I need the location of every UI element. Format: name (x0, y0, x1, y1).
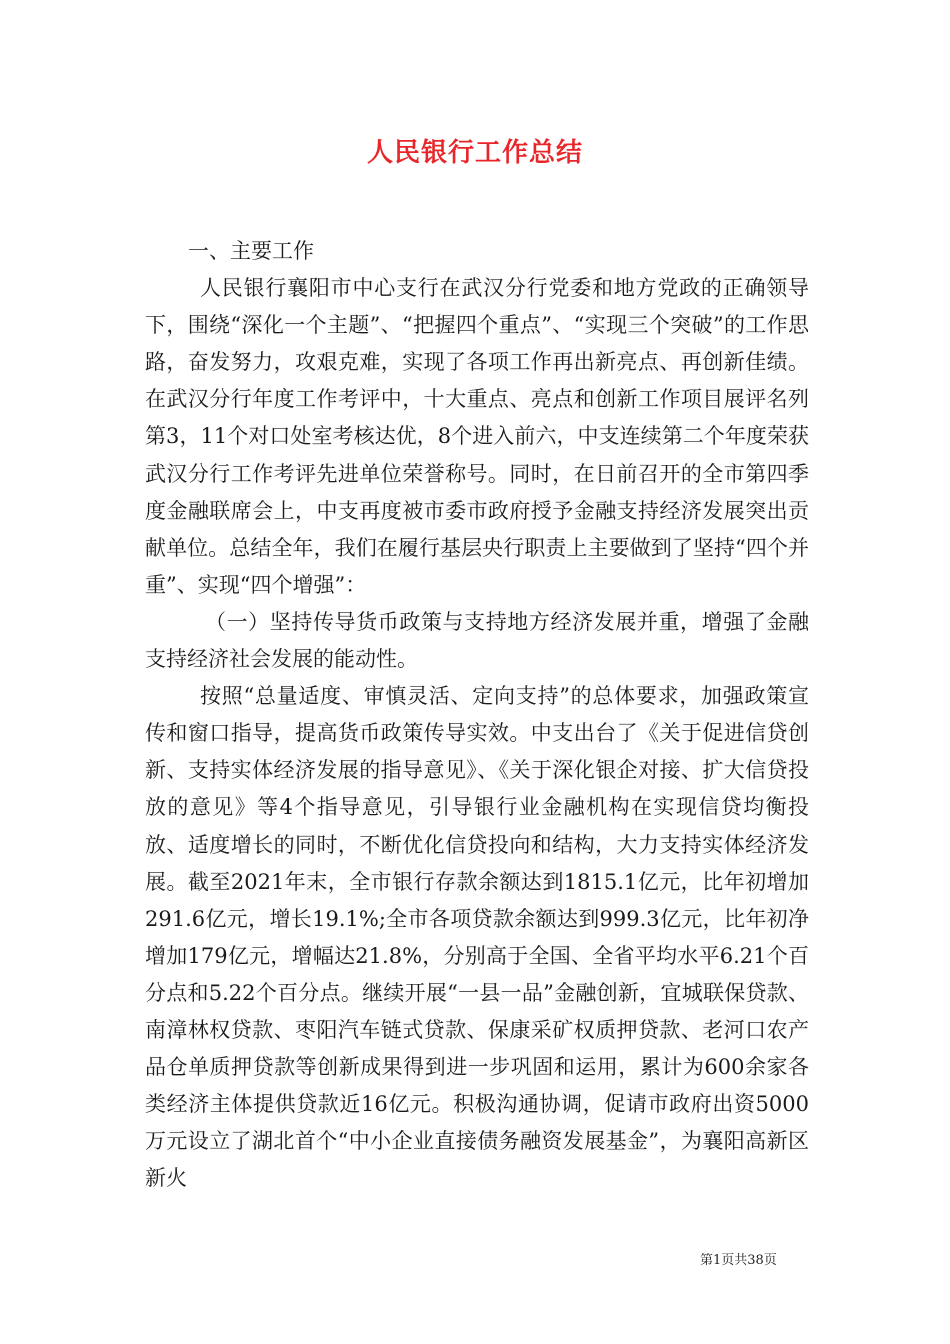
paragraph-monetary-policy: 按照“总量适度、审慎灵活、定向支持”的总体要求，加强政策宣传和窗口指导，提高货币政策传导实效。中支出台了《关于促进信贷创新、支持实体经济发展的指导意见》、《关于深化银企对接、扩大信贷投放的意见》等4个指导意见，引导银行业金融机构在实现信贷均衡投放、适度增长的同时，不断优化信贷投向和结构，大力支持实体经济发展。截至2021年末，全市银行存款余额达到1815.1亿元，比年初增加291.6亿元，增长19.1%;全市各项贷款余额达到999.3亿元，比年初净增加179亿元，增幅达21.8%，分别高于全国、全省平均水平6.21个百分点和5.22个百分点。继续开展“一县一品”金融创新，宜城联保贷款、南漳林权贷款、枣阳汽车链式贷款、保康采矿权质押贷款、老河口农产品仓单质押贷款等创新成果得到进一步巩固和运用，累计为600余家各类经济主体提供贷款近16亿元。积极沟通协调，促请市政府出资5000万元设立了湖北首个“中小企业直接债务融资发展基金”，为襄阳高新区新火 (145, 684, 809, 1191)
document-title: 人民银行工作总结 (366, 138, 583, 168)
page-number: 第1页共38页 (700, 1253, 777, 1268)
section-heading: 一、主要工作 (188, 239, 314, 263)
subheading-one: （一）坚持传导货币政策与支持地方经济发展并重，增强了金融支持经济社会发展的能动性。 (145, 609, 809, 672)
document-body (145, 233, 809, 1197)
paragraph-intro: 人民银行襄阳市中心支行在武汉分行党委和地方党政的正确领导下，围绕“深化一个主题”、“把握四个重点”、“实现三个突破”的工作思路，奋发努力，攻艰克难，实现了各项工作再出新亮点、再创新佳绩。在武汉分行年度工作考评中，十大重点、亮点和创新工作项目展评名列第3，11个对口处室考核达优，8个进入前六，中支连续第二个年度荣获武汉分行工作考评先进单位荣誉称号。同时，在日前召开的全市第四季度金融联席会上，中支再度被市委市政府授予金融支持经济发展突出贡献单位。总结全年，我们在履行基层央行职责上主要做到了坚持“四个并重”、实现“四个增强”： (145, 276, 809, 597)
